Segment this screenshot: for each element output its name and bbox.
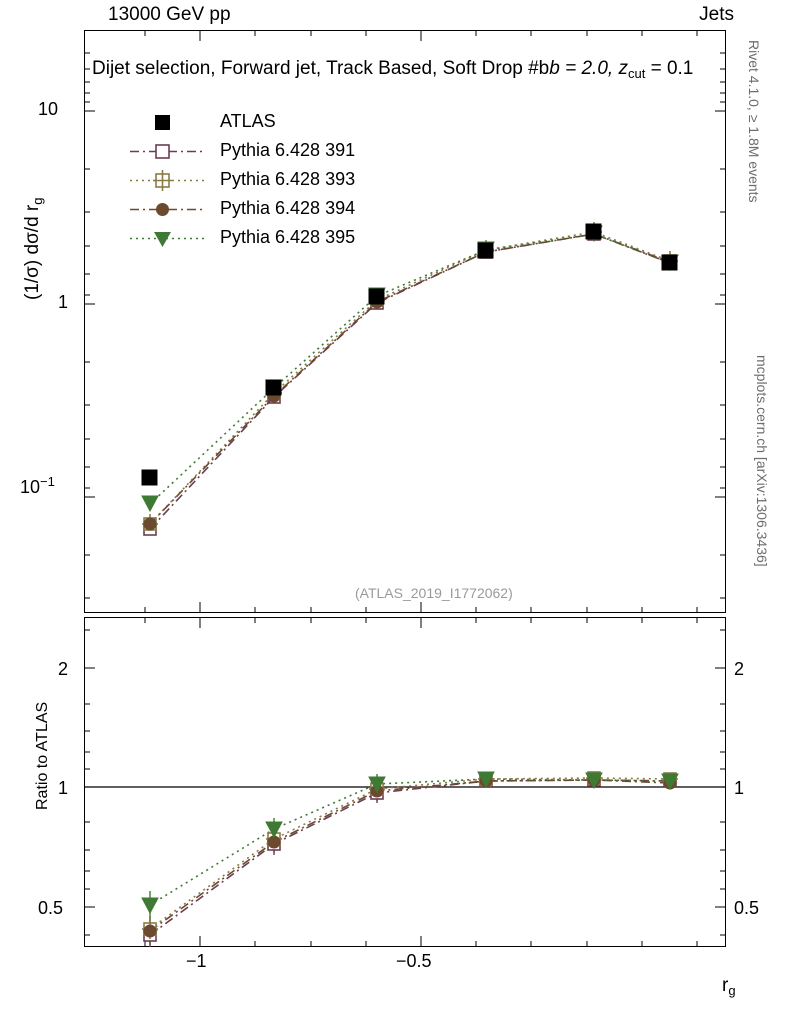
- legend-marker-391: [118, 137, 218, 166]
- legend-item-393[interactable]: [118, 166, 418, 195]
- legend-marker-394: [118, 195, 218, 224]
- series-391-markers: [144, 228, 676, 535]
- legend-item-394[interactable]: [118, 195, 418, 224]
- mcplots-source-note: mcplots.cern.ch [arXiv:1306.3436]: [754, 355, 770, 567]
- plot-title: Dijet selection, Forward jet, Track Based, Soft Drop #bb = 2.0, $z_{cut} = 0.1$: [92, 58, 694, 81]
- series-atlas-markers: [142, 224, 677, 485]
- legend-label-394: Pythia 6.428 394: [220, 198, 356, 218]
- xtick-minus0.5: −0.5: [396, 951, 432, 971]
- ratio-ytick-2-right: 2: [734, 659, 745, 679]
- legend-label-393: Pythia 6.428 393: [220, 169, 356, 189]
- beam-label: 13000 GeV pp: [108, 4, 231, 25]
- series-393-line: [150, 232, 670, 524]
- series-394-markers: [144, 228, 676, 530]
- ratio-394-line: [150, 780, 670, 931]
- legend-item-395[interactable]: [118, 224, 418, 253]
- ratio-ytick-2-left: 2: [58, 659, 69, 679]
- analysis-group-label: Jets: [699, 4, 734, 25]
- ratio-plot-area: [84, 617, 726, 947]
- ratio-395-markers: [142, 772, 678, 913]
- main-ytick-10: 10: [38, 99, 59, 119]
- legend-label-391: Pythia 6.428 391: [220, 140, 356, 160]
- series-393-markers: [142, 222, 678, 530]
- main-y-axis-title: (1/σ) dσ/d $r_g$: [22, 197, 45, 300]
- ratio-y-ticks: [84, 630, 726, 935]
- rivet-version-note: Rivet 4.1.0, ≥ 1.8M events: [746, 40, 762, 203]
- main-ytick-0.1: $10^{-1}$: [20, 474, 55, 497]
- main-ytick-1: 1: [58, 292, 69, 312]
- ratio-391-markers: [144, 774, 676, 941]
- legend-marker-395: [118, 224, 218, 253]
- ratio-395-line: [150, 779, 670, 905]
- legend-marker-393: [118, 166, 218, 195]
- series-394-line: [150, 234, 670, 524]
- ratio-393-line: [150, 778, 670, 929]
- series-395-line: [150, 234, 670, 504]
- series-391-line: [150, 234, 670, 529]
- legend-item-atlas[interactable]: [118, 108, 418, 137]
- legend-marker-atlas: [118, 108, 218, 137]
- ratio-ytick-0.5-right: 0.5: [734, 898, 760, 918]
- series-395-markers: [142, 226, 678, 511]
- ratio-ytick-1-right: 1: [734, 778, 745, 798]
- x-axis-title: $r_g$: [722, 975, 736, 998]
- legend-label-395: Pythia 6.428 395: [220, 227, 356, 247]
- legend: [118, 108, 418, 253]
- ratio-ytick-1-left: 1: [58, 778, 69, 798]
- legend-label-atlas: ATLAS: [220, 111, 276, 131]
- ratio-ytick-0.5-left: 0.5: [38, 898, 64, 918]
- ratio-error-bars: [150, 774, 377, 947]
- legend-item-391[interactable]: [118, 137, 418, 166]
- chart-header: [0, 4, 786, 28]
- ratio-394-markers: [144, 774, 676, 937]
- xtick-minus1: −1: [186, 951, 207, 971]
- ratio-y-axis-title: Ratio to ATLAS: [34, 701, 51, 810]
- analysis-id-watermark: (ATLAS_2019_I1772062): [355, 585, 513, 601]
- ratio-393-markers: [142, 772, 678, 939]
